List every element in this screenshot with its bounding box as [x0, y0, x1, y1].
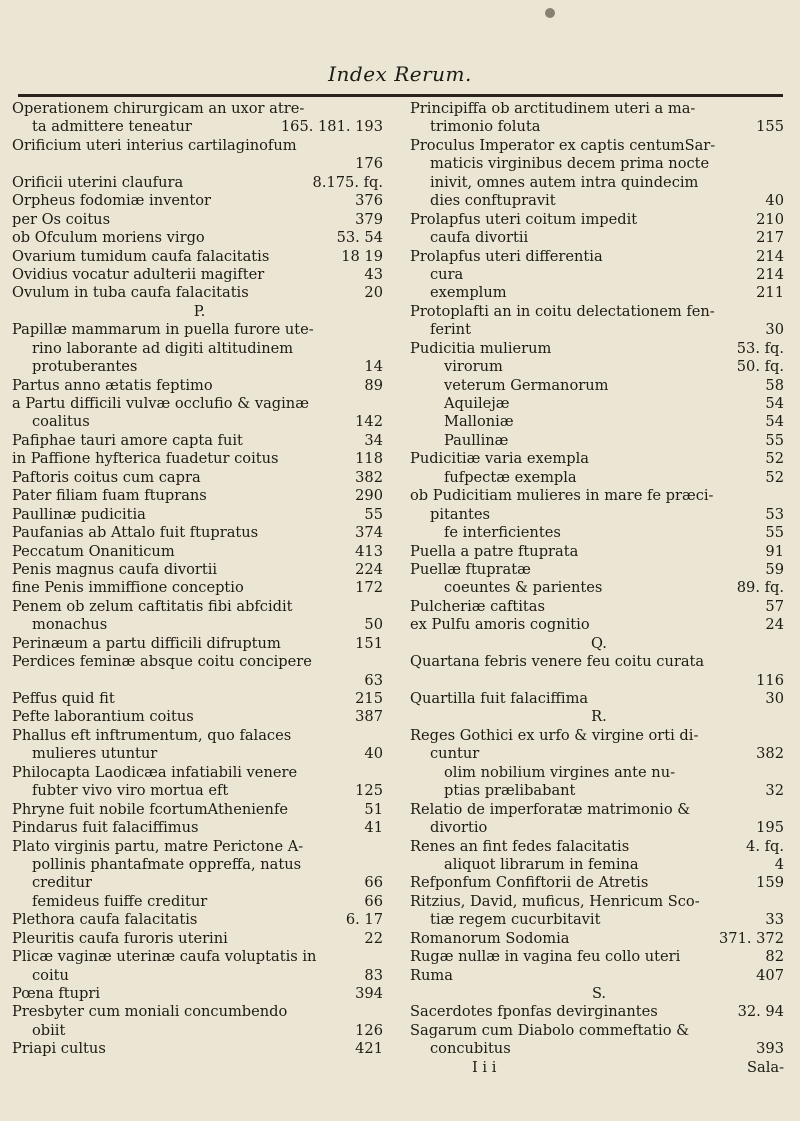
entry-text: protuberantes	[32, 358, 138, 376]
entry-page-ref: 376	[355, 192, 383, 210]
index-entry	[12, 967, 387, 985]
entry-page-ref: 387	[355, 708, 383, 726]
entry-text: Operationem chirurgicam an uxor atre-	[12, 100, 305, 117]
entry-page-ref: 211	[756, 284, 784, 302]
index-entry	[12, 192, 387, 210]
entry-page-ref: 290	[355, 487, 383, 505]
index-entry	[410, 672, 788, 690]
entry-page-ref: 413	[355, 542, 383, 560]
entry-text: Paufanias ab Attalo fuit ftupratus	[12, 524, 259, 542]
entry-text: in Paffione hyfterica fuadetur coitus	[12, 450, 279, 468]
entry-text: ex Pulfu amoris cognitio	[410, 616, 590, 634]
index-entry	[410, 1022, 788, 1040]
entry-text: Pater filiam fuam ftuprans	[12, 487, 207, 505]
index-entry	[12, 358, 387, 376]
index-entry	[410, 413, 788, 431]
index-entry	[12, 985, 387, 1003]
entry-text: coitu	[32, 966, 69, 984]
index-entry	[410, 321, 788, 339]
index-entry	[410, 432, 788, 450]
entry-page-ref: 34	[364, 431, 383, 449]
index-entry	[410, 100, 788, 118]
entry-text: Peffus quid fit	[12, 690, 115, 707]
entry-text: ta admittere teneatur	[32, 118, 192, 136]
index-entry	[12, 911, 387, 929]
index-entry	[12, 727, 387, 745]
index-entry	[410, 561, 788, 579]
index-entry	[12, 137, 387, 155]
entry-page-ref: 32	[765, 782, 784, 800]
entry-text: Ruma	[410, 966, 453, 984]
entry-text: Malloniæ	[444, 413, 514, 431]
entry-page-ref: 407	[756, 966, 784, 984]
entry-text: virorum	[444, 358, 503, 376]
index-entry	[410, 358, 788, 376]
index-entry	[12, 561, 387, 579]
entry-text: Pindarus fuit falaciffimus	[12, 819, 199, 837]
index-entry	[410, 1059, 788, 1077]
entry-page-ref: 59	[765, 560, 784, 578]
index-entry	[410, 745, 788, 763]
entry-text: caufa divortii	[430, 229, 529, 247]
entry-text: Reges Gothici ex urfo & virgine orti di-	[410, 726, 699, 744]
index-entry	[12, 321, 387, 339]
entry-text: ob Ofculum moriens virgo	[12, 229, 205, 247]
index-entry	[410, 930, 788, 948]
entry-text: Romanorum Sodomia	[410, 929, 570, 947]
index-entry	[410, 543, 788, 561]
entry-text: Perdices feminæ absque coitu concipere	[12, 653, 312, 671]
entry-text: ferint	[430, 321, 471, 339]
entry-text: pollinis phantafmate oppreffa, natus	[32, 855, 302, 873]
entry-page-ref: Sala-	[747, 1058, 784, 1076]
entry-text: Sagarum cum Diabolo commeftatio &	[410, 1021, 690, 1039]
left-column	[12, 100, 387, 1059]
index-entry	[410, 893, 788, 911]
index-entry	[410, 948, 788, 966]
entry-text: S.	[591, 985, 607, 1002]
index-entry	[12, 672, 387, 690]
entry-page-ref: 116	[756, 671, 784, 689]
entry-page-ref: 379	[355, 210, 383, 228]
entry-text: Paullinæ pudicitia	[12, 505, 146, 523]
entry-page-ref: 52	[765, 450, 784, 468]
entry-page-ref: 176	[355, 155, 383, 173]
entry-text: Protoplafti an in coitu delectationem fen-	[410, 302, 715, 320]
entry-page-ref: 159	[756, 874, 784, 892]
index-entry	[12, 284, 387, 302]
index-entry	[410, 487, 788, 505]
entry-text: Puellæ ftupratæ	[410, 560, 531, 578]
entry-page-ref: 40	[364, 745, 383, 763]
entry-page-ref: 217	[756, 229, 784, 247]
entry-page-ref: 63	[364, 671, 383, 689]
index-entry	[410, 340, 788, 358]
entry-page-ref: 118	[355, 450, 383, 468]
entry-text: Perinæum a partu difficili difruptum	[12, 634, 281, 652]
entry-text: Plato virginis partu, matre Perictone A-	[12, 837, 304, 855]
entry-page-ref: 8.175. fq.	[312, 173, 383, 191]
entry-text: Phryne fuit nobile fcortumAthenienfe	[12, 800, 288, 818]
index-entry	[12, 450, 387, 468]
entry-text: Orificii uterini claufura	[12, 173, 184, 191]
index-entry	[410, 856, 788, 874]
index-entry	[410, 284, 788, 302]
index-entry	[12, 838, 387, 856]
entry-page-ref: 371. 372	[719, 929, 784, 947]
index-entry	[410, 1040, 788, 1058]
index-entry	[410, 248, 788, 266]
entry-text: Phallus eft inftrumentum, quo falaces	[12, 726, 292, 744]
index-entry	[12, 598, 387, 616]
entry-text: exemplum	[430, 284, 507, 302]
entry-text: Pafiphae tauri amore capta fuit	[12, 431, 243, 449]
entry-text: Orpheus fodomiæ inventor	[12, 192, 211, 210]
index-entry	[12, 708, 387, 726]
index-entry	[410, 524, 788, 542]
entry-text: Renes an fint fedes falacitatis	[410, 837, 630, 855]
entry-page-ref: 55	[765, 431, 784, 449]
entry-text: Pudicitia mulierum	[410, 339, 552, 357]
entry-page-ref: 125	[355, 782, 383, 800]
entry-text: Pleuritis caufa furoris uterini	[12, 929, 228, 947]
entry-page-ref: 89	[364, 376, 383, 394]
index-entry	[12, 782, 387, 800]
index-entry	[410, 266, 788, 284]
index-entry	[410, 838, 788, 856]
entry-text: veterum Germanorum	[444, 376, 609, 394]
entry-text: coalitus	[32, 413, 90, 431]
entry-page-ref: 224	[355, 560, 383, 578]
index-entry	[12, 469, 387, 487]
entry-text: Penis magnus caufa divortii	[12, 560, 218, 578]
entry-page-ref: 82	[765, 948, 784, 966]
index-entry	[12, 1003, 387, 1021]
entry-text: coeuntes & parientes	[444, 579, 603, 597]
entry-page-ref: 24	[765, 616, 784, 634]
entry-page-ref: 41	[364, 819, 383, 837]
entry-page-ref: 91	[765, 542, 784, 560]
entry-page-ref: 4	[774, 855, 784, 873]
entry-page-ref: 142	[355, 413, 383, 431]
index-entry	[410, 506, 788, 524]
entry-text: Refponfum Confiftorii de Atretis	[410, 874, 649, 892]
index-entry	[12, 948, 387, 966]
entry-text: Ovarium tumidum caufa falacitatis	[12, 247, 270, 265]
entry-text: rino laborante ad digiti altitudinem	[32, 339, 294, 357]
entry-text: Plethora caufa falacitatis	[12, 911, 198, 929]
entry-page-ref: 53. fq.	[736, 339, 784, 357]
entry-page-ref: 89. fq.	[736, 579, 784, 597]
index-letter-heading	[12, 303, 387, 321]
entry-text: Penem ob zelum caftitatis fibi abfcidit	[12, 597, 293, 615]
entry-text: Presbyter cum moniali concumbendo	[12, 1003, 288, 1021]
entry-text: Ovulum in tuba caufa falacitatis	[12, 284, 249, 302]
entry-page-ref: 210	[756, 210, 784, 228]
index-entry	[12, 413, 387, 431]
entry-page-ref: 214	[756, 247, 784, 265]
index-entry	[12, 856, 387, 874]
index-entry	[12, 524, 387, 542]
entry-page-ref: 55	[364, 505, 383, 523]
entry-text: Puella a patre ftuprata	[410, 542, 579, 560]
entry-text: cura	[430, 265, 464, 283]
index-entry	[410, 967, 788, 985]
index-entry	[410, 303, 788, 321]
entry-text: Ritzius, David, muficus, Henricum Sco-	[410, 892, 700, 910]
entry-text: Relatio de imperforatæ matrimonio &	[410, 800, 691, 818]
entry-page-ref: 51	[364, 800, 383, 818]
index-entry	[12, 930, 387, 948]
entry-page-ref: 195	[756, 819, 784, 837]
entry-text: pitantes	[430, 505, 490, 523]
entry-text: creditur	[32, 874, 93, 892]
entry-text: Quartilla fuit falaciffima	[410, 690, 589, 707]
index-letter-heading	[410, 635, 788, 653]
entry-page-ref: 394	[355, 985, 383, 1002]
index-entry	[12, 1040, 387, 1058]
entry-page-ref: 53	[765, 505, 784, 523]
entry-text: Rugæ nullæ in vagina feu collo uteri	[410, 948, 681, 966]
index-entry	[410, 1003, 788, 1021]
entry-page-ref: 4. fq.	[746, 837, 784, 855]
entry-page-ref: 58	[765, 376, 784, 394]
index-entry	[410, 727, 788, 745]
entry-page-ref: 14	[364, 358, 383, 376]
entry-page-ref: 30	[765, 321, 784, 339]
entry-page-ref: 393	[756, 1040, 784, 1058]
index-entry	[410, 690, 788, 708]
entry-text: Pefte laborantium coitus	[12, 708, 194, 726]
entry-text: trimonio foluta	[430, 118, 541, 136]
index-entry	[12, 801, 387, 819]
entry-text: R.	[591, 708, 607, 726]
index-entry	[12, 874, 387, 892]
entry-page-ref: 382	[756, 745, 784, 763]
entry-text: Papillæ mammarum in puella furore ute-	[12, 321, 314, 339]
entry-text: olim nobilium virgines ante nu-	[444, 763, 676, 781]
index-entry	[410, 616, 788, 634]
index-entry	[410, 192, 788, 210]
entry-text: Orificium uteri interius cartilaginofum	[12, 136, 297, 154]
index-entry	[410, 395, 788, 413]
entry-text: fe interficientes	[444, 524, 561, 542]
entry-page-ref: 155	[756, 118, 784, 136]
entry-text: Philocapta Laodicæa infatiabili venere	[12, 763, 298, 781]
entry-text: fine Penis immiffione conceptio	[12, 579, 244, 597]
index-entry	[12, 211, 387, 229]
entry-page-ref: 54	[765, 413, 784, 431]
index-entry	[410, 819, 788, 837]
entry-text: a Partu difficili vulvæ occlufio & vaginæ	[12, 395, 309, 412]
index-entry	[12, 579, 387, 597]
index-entry	[12, 432, 387, 450]
index-entry	[410, 469, 788, 487]
index-entry	[12, 229, 387, 247]
entry-text: Ovidius vocatur adulterii magifter	[12, 265, 265, 283]
entry-text: cuntur	[430, 745, 480, 763]
entry-text: per Os coitus	[12, 210, 111, 228]
entry-text: monachus	[32, 616, 108, 634]
entry-text: Pudicitiæ varia exempla	[410, 450, 589, 468]
entry-page-ref: 215	[355, 690, 383, 707]
right-column	[410, 100, 788, 1077]
entry-text: Proculus Imperator ex captis centumSar-	[410, 136, 716, 154]
index-entry	[12, 377, 387, 395]
index-entry	[12, 893, 387, 911]
index-entry	[12, 118, 387, 136]
entry-text: Plicæ vaginæ uterinæ caufa voluptatis in	[12, 948, 317, 966]
entry-text: Prolapfus uteri coitum impedit	[410, 210, 638, 228]
index-entry	[410, 598, 788, 616]
entry-page-ref: 50. fq.	[736, 358, 784, 376]
entry-page-ref: 40	[765, 192, 784, 210]
index-entry	[410, 450, 788, 468]
entry-page-ref: 18 19	[341, 247, 383, 265]
entry-page-ref: 126	[355, 1021, 383, 1039]
entry-page-ref: 52	[765, 468, 784, 486]
entry-text: Priapi cultus	[12, 1040, 106, 1058]
index-entry	[410, 211, 788, 229]
entry-page-ref: 6. 17	[345, 911, 383, 929]
index-entry	[12, 248, 387, 266]
index-entry	[12, 543, 387, 561]
entry-text: Aquilejæ	[444, 395, 510, 412]
entry-text: divortio	[430, 819, 488, 837]
index-entry	[12, 745, 387, 763]
entry-page-ref: 214	[756, 265, 784, 283]
entry-page-ref: 50	[364, 616, 383, 634]
index-entry	[410, 174, 788, 192]
index-entry	[410, 377, 788, 395]
entry-text: Pulcheriæ caftitas	[410, 597, 545, 615]
entry-text: Pœna ftupri	[12, 985, 101, 1002]
entry-text: Partus anno ætatis feptimo	[12, 376, 213, 394]
index-entry	[12, 616, 387, 634]
entry-text: dies conftupravit	[430, 192, 556, 210]
index-entry	[12, 506, 387, 524]
entry-text: Paullinæ	[444, 431, 509, 449]
entry-page-ref: 151	[355, 634, 383, 652]
index-entry	[410, 874, 788, 892]
index-entry	[12, 100, 387, 118]
entry-page-ref: 53. 54	[336, 229, 383, 247]
entry-text: Quartana febris venere feu coitu curata	[410, 653, 705, 671]
index-entry	[12, 690, 387, 708]
entry-text: obiit	[32, 1021, 66, 1039]
entry-page-ref: 32. 94	[737, 1003, 784, 1021]
entry-text: maticis virginibus decem prima nocte	[430, 155, 710, 173]
entry-page-ref: 172	[355, 579, 383, 597]
index-entry	[12, 1022, 387, 1040]
entry-text: mulieres utuntur	[32, 745, 158, 763]
index-entry	[410, 782, 788, 800]
entry-page-ref: 54	[765, 395, 784, 412]
entry-page-ref: 33	[765, 911, 784, 929]
index-entry	[12, 155, 387, 173]
index-entry	[410, 155, 788, 173]
ink-spot	[545, 8, 555, 18]
entry-text: ob Pudicitiam mulieres in mare fe præci-	[410, 487, 714, 505]
index-entry	[12, 395, 387, 413]
entry-text: Principiffa ob arctitudinem uteri a ma-	[410, 100, 696, 117]
entry-text: Peccatum Onaniticum	[12, 542, 175, 560]
index-entry	[12, 174, 387, 192]
entry-page-ref: 165. 181. 193	[280, 118, 383, 136]
entry-text: femideus fuiffe creditur	[32, 892, 208, 910]
entry-page-ref: 43	[364, 265, 383, 283]
entry-text: I i i	[472, 1058, 497, 1076]
entry-page-ref: 382	[355, 468, 383, 486]
entry-page-ref: 30	[765, 690, 784, 707]
entry-page-ref: 57	[765, 597, 784, 615]
entry-text: Paftoris coitus cum capra	[12, 468, 201, 486]
index-entry	[410, 764, 788, 782]
page-header: Index Rerum.	[328, 62, 472, 86]
entry-page-ref: 66	[364, 874, 383, 892]
header-rule	[18, 94, 783, 97]
index-entry	[410, 229, 788, 247]
index-entry	[410, 911, 788, 929]
entry-text: concubitus	[430, 1040, 511, 1058]
index-entry	[12, 266, 387, 284]
index-entry	[410, 653, 788, 671]
entry-text: fubter vivo viro mortua eft	[32, 782, 229, 800]
entry-text: Prolapfus uteri differentia	[410, 247, 603, 265]
index-entry	[12, 635, 387, 653]
index-letter-heading	[410, 708, 788, 726]
index-entry	[410, 137, 788, 155]
index-letter-heading	[410, 985, 788, 1003]
index-entry	[410, 801, 788, 819]
entry-page-ref: 66	[364, 892, 383, 910]
entry-text: tiæ regem cucurbitavit	[430, 911, 601, 929]
index-entry	[410, 118, 788, 136]
index-entry	[12, 764, 387, 782]
entry-page-ref: 421	[355, 1040, 383, 1058]
index-entry	[410, 579, 788, 597]
entry-text: fufpectæ exempla	[444, 468, 577, 486]
index-entry	[12, 340, 387, 358]
entry-page-ref: 55	[765, 524, 784, 542]
entry-text: inivit, omnes autem intra quindecim	[430, 173, 699, 191]
entry-page-ref: 83	[364, 966, 383, 984]
entry-text: Q.	[591, 634, 607, 652]
entry-page-ref: 20	[364, 284, 383, 302]
index-entry	[12, 819, 387, 837]
entry-page-ref: 22	[364, 929, 383, 947]
entry-page-ref: 374	[355, 524, 383, 542]
entry-text: aliquot librarum in femina	[444, 855, 639, 873]
index-entry	[12, 653, 387, 671]
entry-text: Sacerdotes fponfas devirginantes	[410, 1003, 658, 1021]
entry-text: ptias prælibabant	[444, 782, 576, 800]
entry-text: P.	[193, 302, 206, 320]
index-entry	[12, 487, 387, 505]
